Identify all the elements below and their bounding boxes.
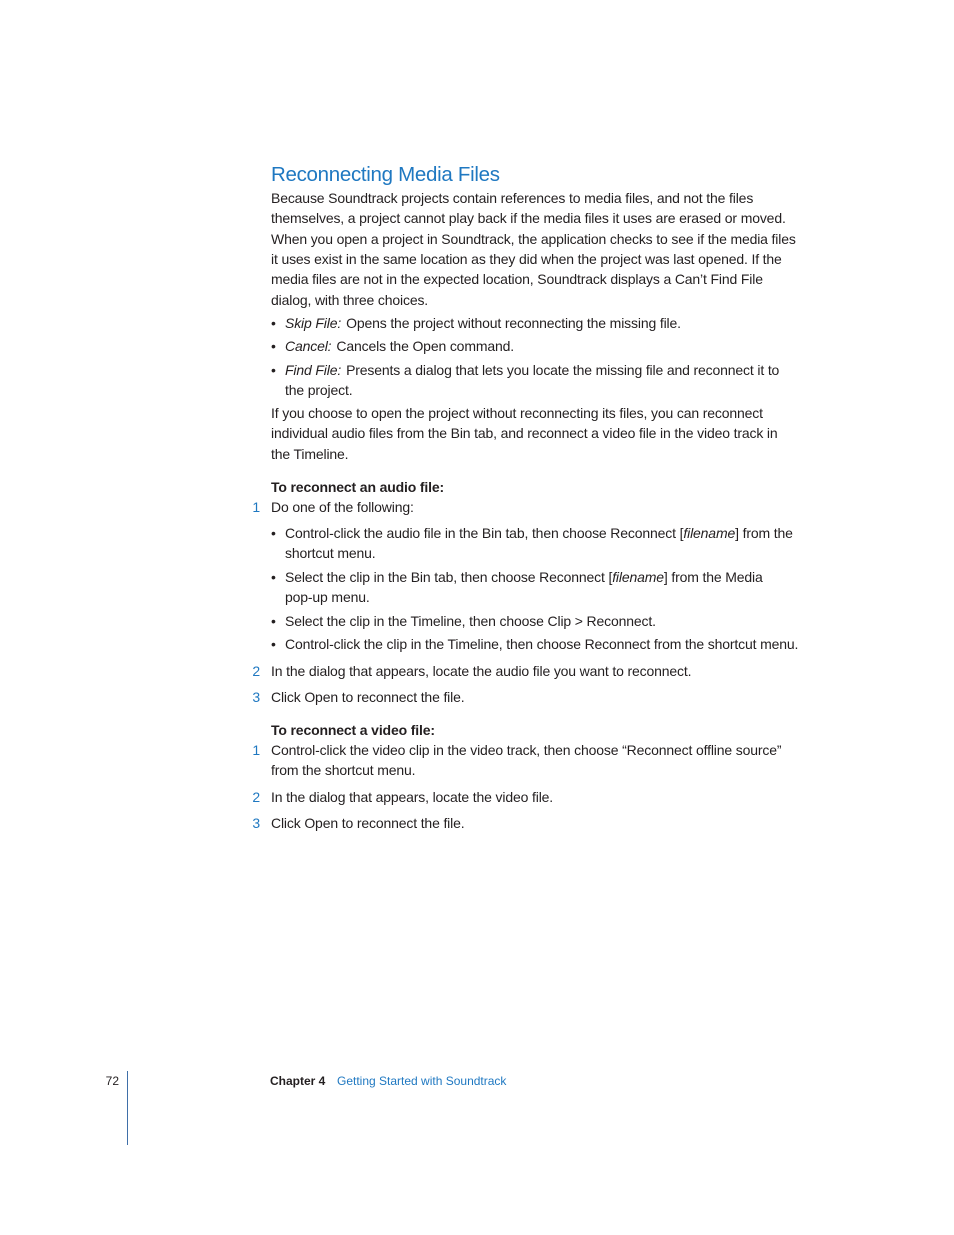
option-text: Control-click the clip in the Timeline, then choose Reconnect from the shortcut menu. [285,635,799,652]
choice-term: Cancel: [285,337,332,354]
audio-option-4 [271,634,798,654]
footer-chapter-label: Chapter 4 [270,1074,326,1088]
step-number: 3 [252,814,260,831]
audio-step-3 [252,687,465,707]
option-placeholder: filename [683,524,736,541]
step-text: Control-click the video clip in the video track, then choose “Reconnect offline source” [271,741,782,758]
paragraph-line: media files are not in the expected location, Soundtrack displays a Can’t Find File [271,271,763,288]
choice-text: Opens the project without reconnecting the missing file. [346,314,681,331]
audio-step-1 [252,497,414,517]
audio-option-3 [271,611,656,631]
choice-term: Find File: [285,361,342,378]
paragraph-line: the Timeline. [271,445,349,462]
video-step-2 [252,787,554,807]
choice-find-file [271,360,779,401]
option-text: shortcut menu. [285,545,376,562]
option-text: Select the clip in the Timeline, then choose Clip > Reconnect. [285,612,656,629]
step-text: Click Open to reconnect the file. [271,688,465,705]
paragraph-line: When you open a project in Soundtrack, the application checks to see if the media files [271,230,796,247]
paragraph-line: individual audio files from the Bin tab, and reconnect a video file in the video track in [271,425,778,442]
choice-cancel [271,336,514,356]
bullet-icon: • [271,314,276,331]
followup-paragraph [271,403,778,464]
bullet-icon: • [271,361,276,378]
paragraph-line: dialog, with three choices. [271,291,429,308]
bullet-icon: • [271,337,276,354]
paragraph-line: it uses exist in the same location as they did when the project was last opened. If the [271,251,782,268]
page-number: 72 [105,1074,119,1088]
video-step-1 [252,740,782,781]
audio-option-1 [271,523,793,564]
step-number: 1 [252,741,260,758]
video-procedure-heading: To reconnect a video file: [271,721,435,738]
step-text: from the shortcut menu. [271,762,416,779]
step-number: 3 [252,688,260,705]
audio-option-2 [271,567,763,608]
bullet-icon: • [271,612,276,629]
option-text: ] from the Media [663,568,763,585]
choice-skip-file [271,313,681,333]
intro-paragraph [271,188,796,310]
step-text: In the dialog that appears, locate the audio file you want to reconnect. [271,662,692,679]
option-placeholder: filename [612,568,664,585]
footer-divider [127,1071,128,1145]
choice-text: the project. [285,382,353,399]
bullet-icon: • [271,524,276,541]
paragraph-line: Because Soundtrack projects contain references to media files, and not the files [271,189,754,206]
audio-procedure-heading: To reconnect an audio file: [271,478,445,495]
step-number: 2 [252,662,260,679]
option-text: ] from the [735,524,793,541]
video-step-3 [252,813,465,833]
step-number: 1 [252,498,260,515]
step-text: In the dialog that appears, locate the video file. [271,788,554,805]
step-number: 2 [252,788,260,805]
footer-chapter-title: Getting Started with Soundtrack [337,1074,507,1088]
option-text: pop-up menu. [285,589,370,606]
bullet-icon: • [271,635,276,652]
choice-text: Presents a dialog that lets you locate the missing file and reconnect it to [346,361,780,378]
audio-step-2 [252,661,692,681]
choice-text: Cancels the Open command. [336,337,514,354]
option-text: Select the clip in the Bin tab, then choose Reconnect [ [285,568,613,585]
step-text: Click Open to reconnect the file. [271,814,465,831]
step-text: Do one of the following: [271,498,414,515]
option-text: Control-click the audio file in the Bin tab, then choose Reconnect [ [285,524,684,541]
bullet-icon: • [271,568,276,585]
section-title: Reconnecting Media Files [271,163,500,186]
paragraph-line: If you choose to open the project without reconnecting its files, you can reconnect [271,404,763,421]
choice-term: Skip File: [285,314,342,331]
paragraph-line: themselves, a project cannot play back if the media files it uses are erased or moved. [271,210,786,227]
